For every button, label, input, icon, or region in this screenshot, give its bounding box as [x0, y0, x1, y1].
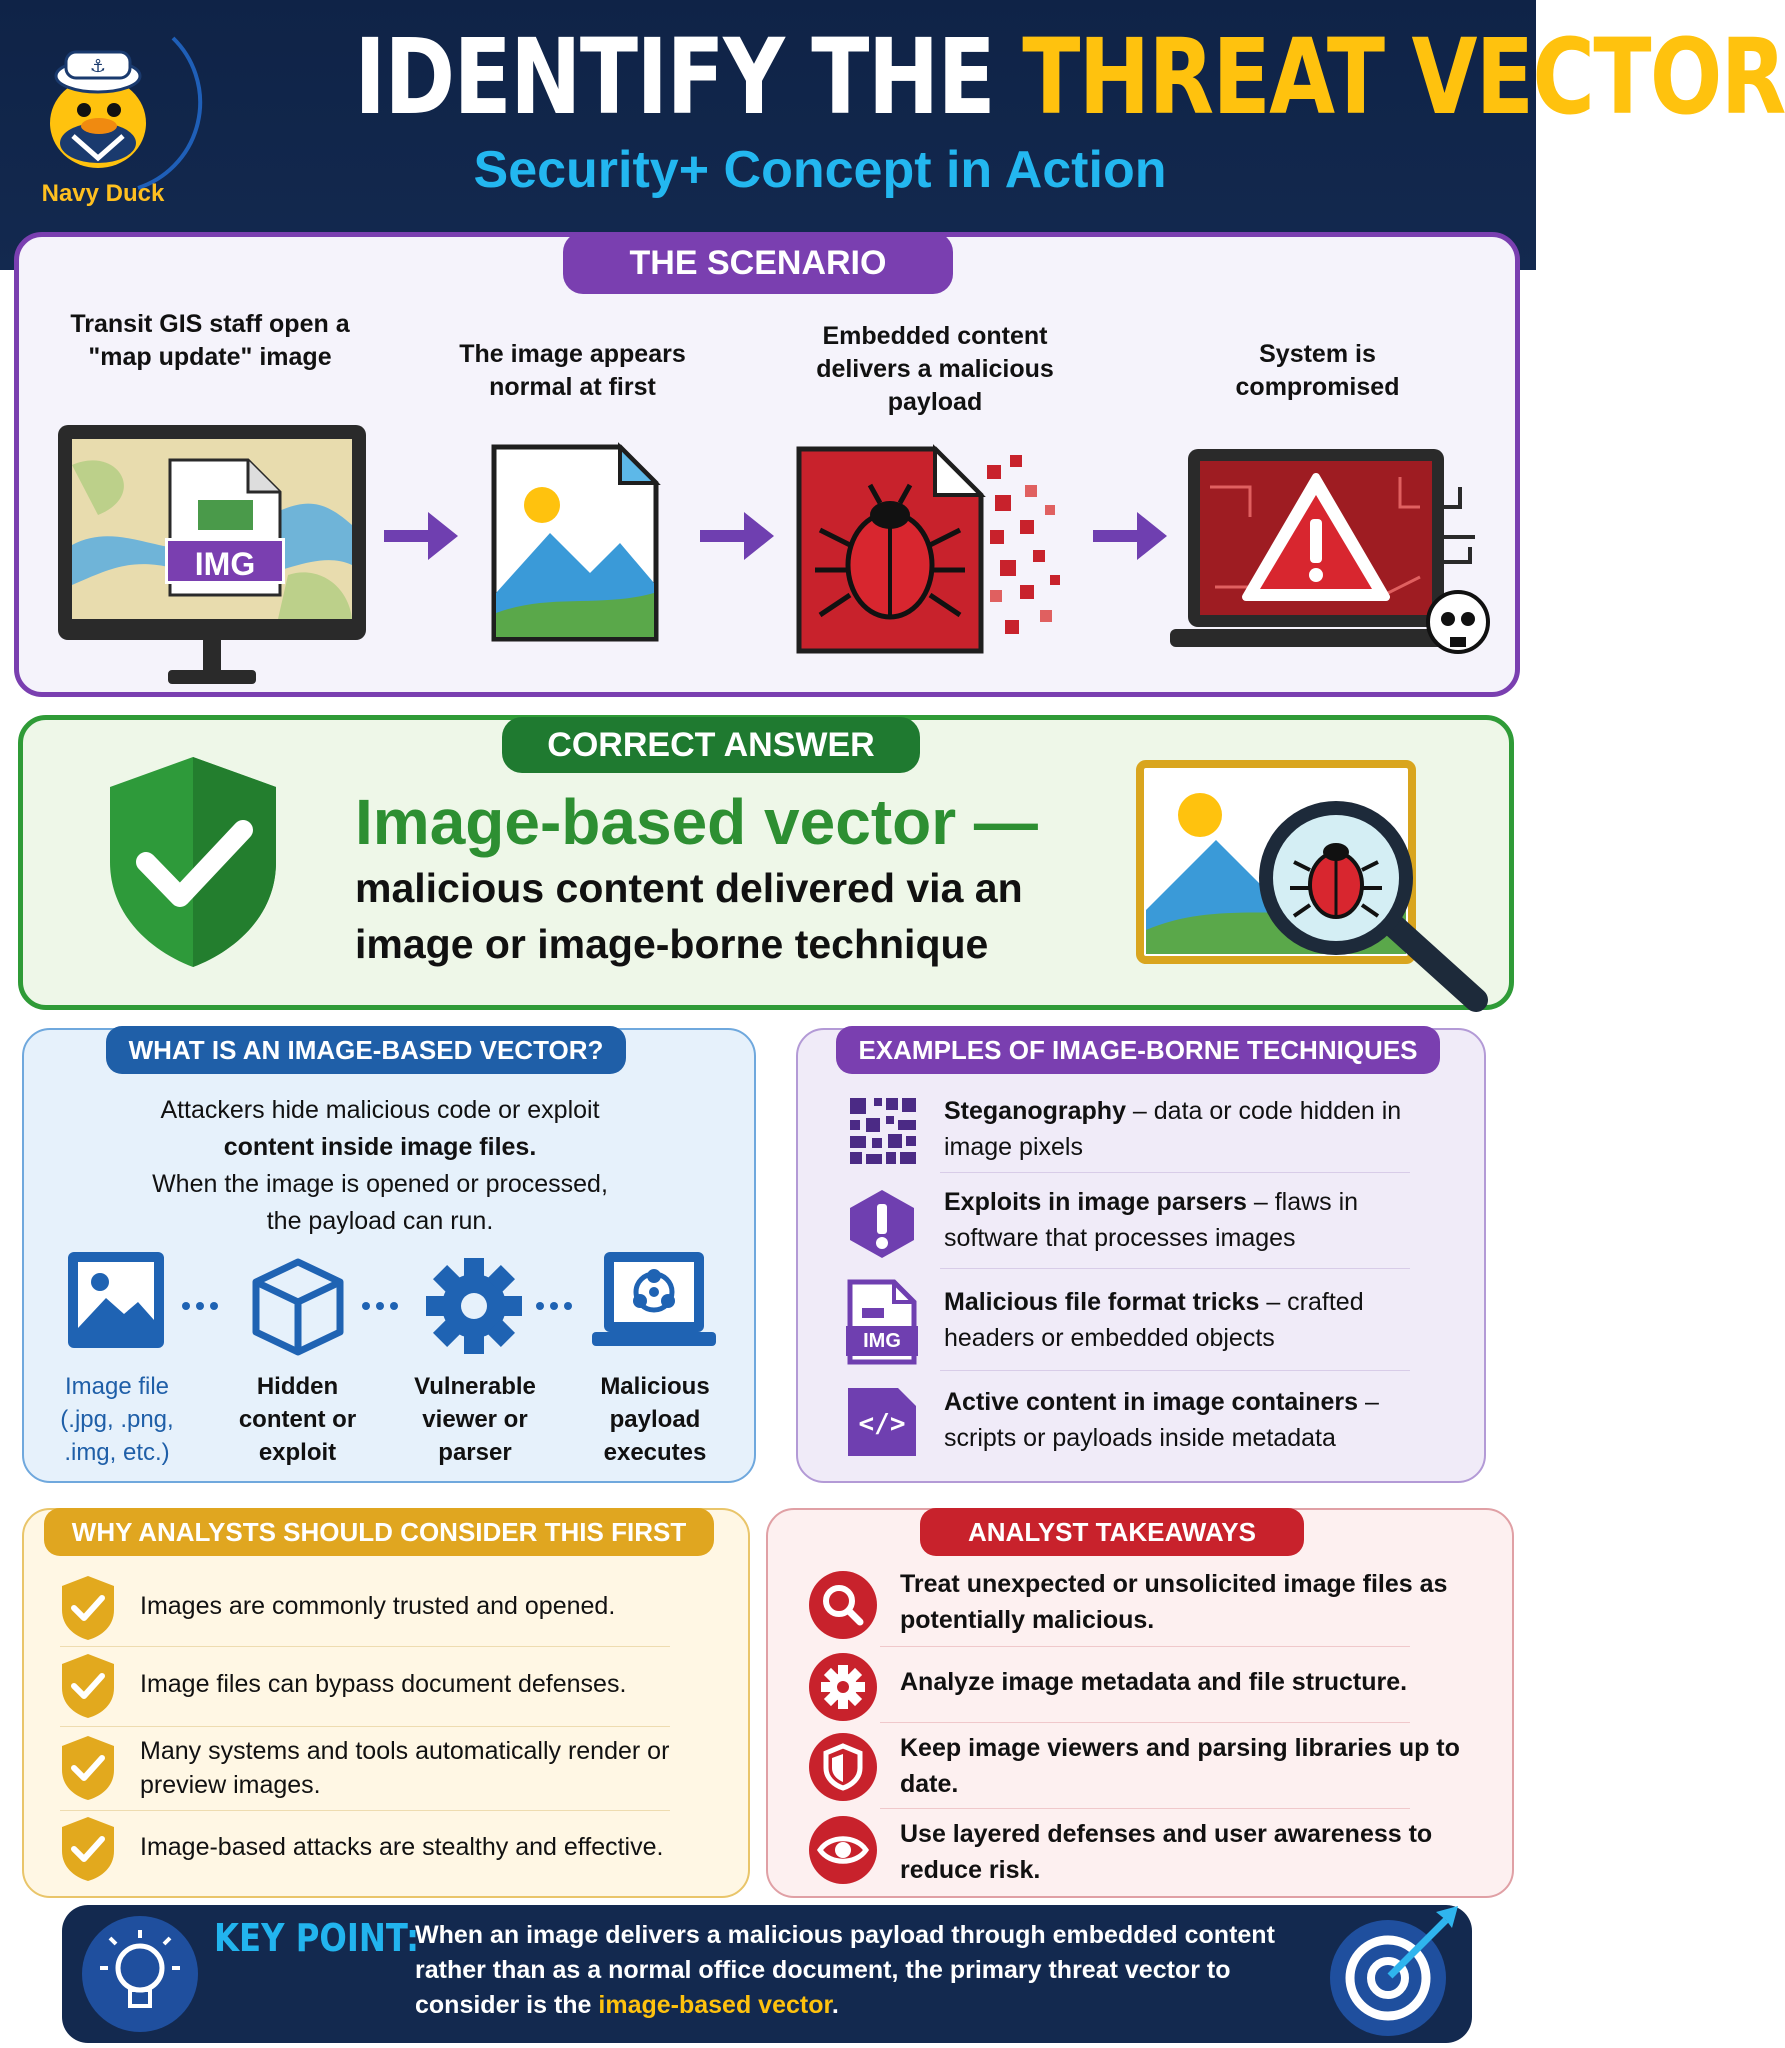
dots-connector	[182, 1302, 218, 1310]
step-2-label: The image appears normal at first	[459, 340, 686, 401]
brand-name: Navy Duck	[41, 180, 165, 207]
target-icon	[1318, 1902, 1468, 2042]
cube-icon	[256, 1262, 340, 1352]
eye-icon	[808, 1815, 878, 1885]
example-desc: – data or code hidden in image pixels	[944, 1097, 1402, 1161]
keypoint-text-end: .	[831, 1991, 839, 2019]
dots-connector	[362, 1302, 398, 1310]
divider	[880, 1646, 1410, 1647]
image-vector-flow	[60, 1248, 720, 1358]
keypoint-highlight: image-based vector	[598, 1991, 832, 2019]
divider	[940, 1268, 1410, 1269]
flow-label-image-file: Image file (.jpg, .png, .img, etc.)	[60, 1373, 174, 1466]
image-icon	[68, 1252, 164, 1348]
navy-duck-logo	[18, 18, 188, 208]
example-term: Steganography	[944, 1097, 1126, 1125]
example-steganography	[944, 1093, 1444, 1165]
image-file-icon	[490, 443, 660, 643]
divider	[880, 1808, 1410, 1809]
takeaway-1: Treat unexpected or unsolicited image files as potentially malicious.	[900, 1570, 1448, 1634]
title-white: IDENTIFY THE	[354, 16, 1023, 138]
divider	[60, 1646, 670, 1647]
bug-file-icon	[795, 445, 1080, 655]
example-desc: – scripts or payloads inside metadata	[944, 1388, 1379, 1452]
takeaway-4: Use layered defenses and user awareness to reduce risk.	[900, 1820, 1433, 1884]
page-subtitle: Security+ Concept in Action	[473, 141, 1167, 199]
shield-check-icon	[58, 1574, 118, 1642]
shield-check-icon	[58, 1734, 118, 1802]
answer-label: CORRECT ANSWER	[502, 717, 920, 773]
example-parser-exploits	[944, 1184, 1444, 1256]
flow-label-vulnerable-viewer: Vulnerable viewer or parser	[414, 1373, 536, 1466]
divider	[940, 1370, 1410, 1371]
step-3-label: Embedded content delivers a malicious payload	[816, 322, 1054, 416]
divider	[60, 1726, 670, 1727]
laptop-warning-icon	[1170, 447, 1500, 677]
what-line-4: the payload can run.	[266, 1207, 494, 1235]
biohazard-laptop-icon	[592, 1252, 716, 1346]
example-term: Malicious file format tricks	[944, 1288, 1260, 1316]
title-accent: THREAT VECTOR	[1022, 16, 1785, 138]
page-title	[354, 16, 1785, 138]
what-line-3: When the image is opened or processed,	[152, 1170, 608, 1198]
exclamation-icon	[846, 1188, 918, 1260]
why-item-3: Many systems and tools automatically render or preview images.	[140, 1737, 670, 1799]
gear-icon	[808, 1652, 878, 1722]
dots-connector	[536, 1302, 572, 1310]
img-badge: IMG	[165, 538, 285, 584]
divider	[880, 1722, 1410, 1723]
what-line-2: content inside image files.	[223, 1133, 537, 1161]
example-file-format-tricks	[944, 1284, 1444, 1356]
what-line-1: Attackers hide malicious code or exploit	[160, 1096, 600, 1124]
shield-check-icon	[98, 752, 288, 972]
example-term: Exploits in image parsers	[944, 1188, 1247, 1216]
keypoint-text-main: When an image delivers a malicious payload through embedded content rather than as a normal office document, the primary threat vector to consider is the	[415, 1921, 1275, 2019]
arrow-right-icon	[384, 508, 458, 564]
image-magnifier-icon	[1136, 760, 1496, 1015]
what-description	[110, 1092, 650, 1240]
arrow-right-icon	[700, 508, 774, 564]
keypoint-label: KEY POINT:	[214, 1916, 420, 1960]
what-label: WHAT IS AN IMAGE-BASED VECTOR?	[106, 1026, 626, 1074]
shield-check-icon	[58, 1815, 118, 1883]
examples-label: EXAMPLES OF IMAGE-BORNE TECHNIQUES	[836, 1026, 1440, 1074]
step-4-label: System is compromised	[1235, 340, 1400, 401]
gear-icon	[426, 1258, 522, 1354]
takeaway-2: Analyze image metadata and file structure.	[900, 1668, 1408, 1696]
search-icon	[808, 1570, 878, 1640]
answer-title: Image-based vector —	[355, 786, 1038, 858]
why-item-1: Images are commonly trusted and opened.	[140, 1592, 616, 1620]
step-1-label: Transit GIS staff open a "map update" image	[70, 310, 350, 371]
takeaways-label: ANALYST TAKEAWAYS	[920, 1508, 1304, 1556]
img-file-badge: IMG	[863, 1330, 901, 1352]
flow-label-payload-executes: Malicious payload executes	[600, 1373, 710, 1466]
shield-icon	[808, 1732, 878, 1802]
shield-check-icon	[58, 1652, 118, 1720]
flow-label-hidden-content: Hidden content or exploit	[238, 1373, 357, 1466]
why-item-4: Image-based attacks are stealthy and effective.	[140, 1833, 664, 1861]
divider	[940, 1172, 1410, 1173]
svg-text:⚓: ⚓	[89, 56, 107, 77]
example-desc: – flaws in software that processes images	[944, 1188, 1359, 1252]
lightbulb-icon	[80, 1912, 200, 2036]
scenario-label: THE SCENARIO	[563, 232, 953, 294]
pixel-grid-icon	[848, 1096, 918, 1166]
takeaway-3: Keep image viewers and parsing libraries up to date.	[900, 1734, 1460, 1798]
why-item-2: Image files can bypass document defenses.	[140, 1670, 627, 1698]
example-term: Active content in image containers	[944, 1388, 1358, 1416]
divider	[60, 1810, 670, 1811]
example-desc: – crafted headers or embedded objects	[944, 1288, 1364, 1352]
duck-icon	[18, 18, 188, 188]
answer-subtitle: malicious content delivered via an image or image-borne technique	[355, 865, 1023, 967]
code-badge: </>	[858, 1409, 906, 1439]
arrow-right-icon	[1093, 508, 1167, 564]
why-label: WHY ANALYSTS SHOULD CONSIDER THIS FIRST	[44, 1508, 714, 1556]
example-active-content	[944, 1384, 1444, 1456]
keypoint-text	[415, 1918, 1315, 2023]
